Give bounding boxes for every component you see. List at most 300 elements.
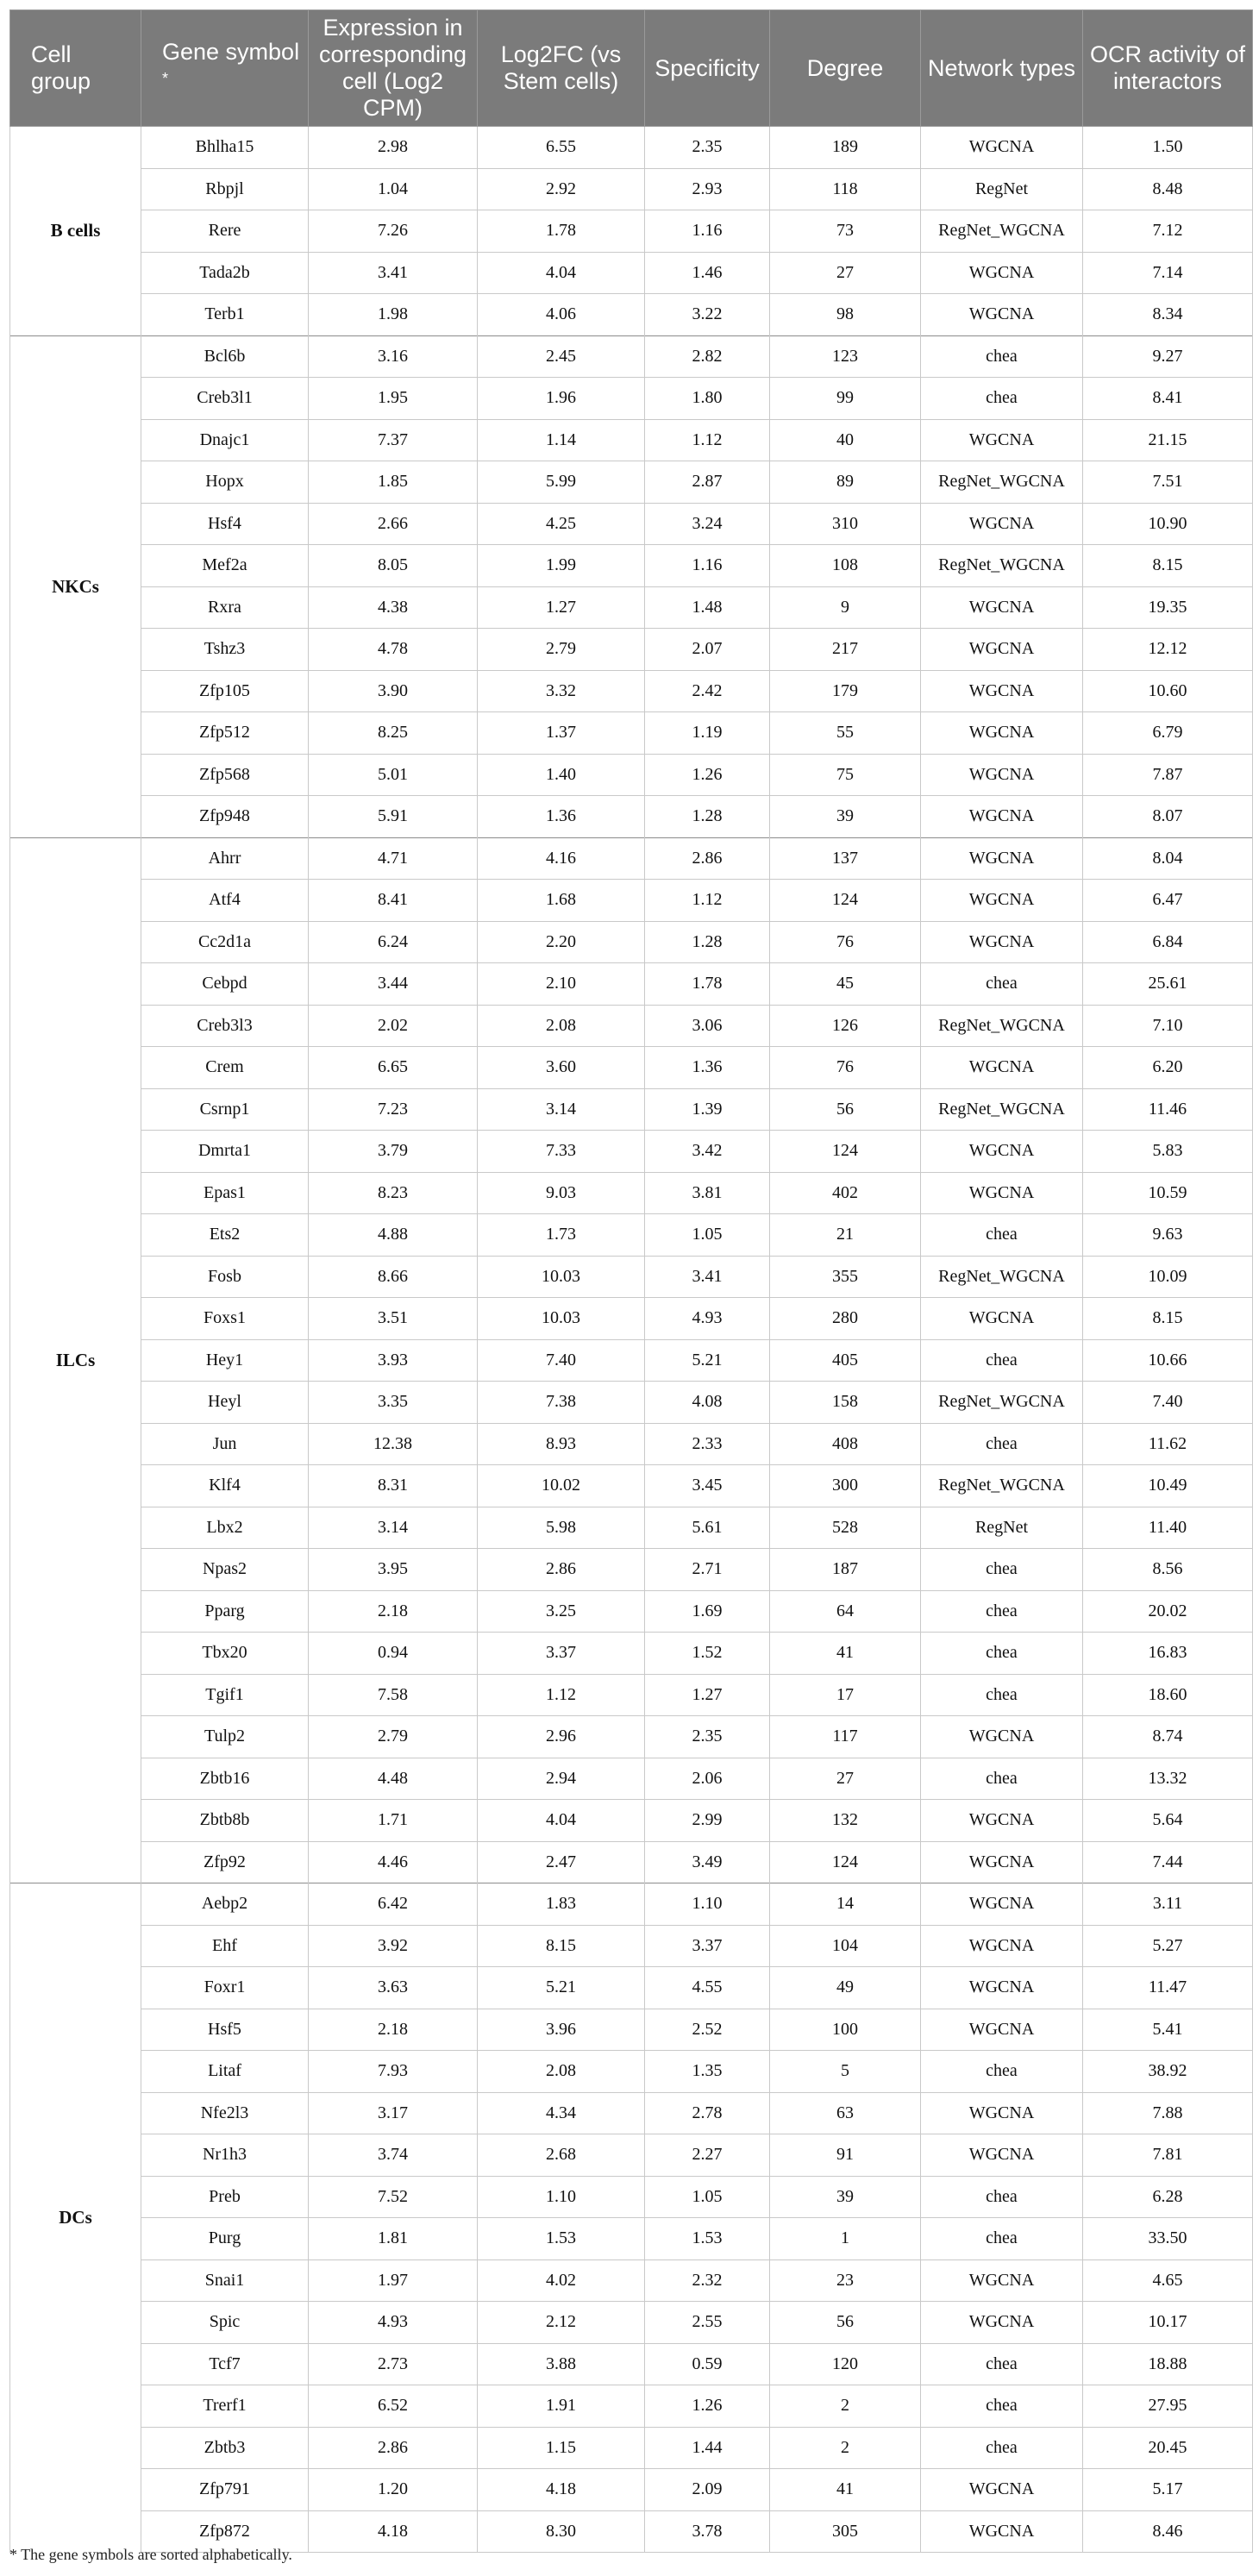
- table-cell: Spic: [141, 2302, 309, 2344]
- table-cell: RegNet_WGCNA: [921, 1256, 1083, 1298]
- table-cell: WGCNA: [921, 2092, 1083, 2134]
- table-cell: 3.37: [478, 1633, 645, 1675]
- table-row: [10, 1549, 1253, 1591]
- table-cell: RegNet_WGCNA: [921, 545, 1083, 587]
- table-row: [10, 2218, 1253, 2260]
- table-cell: 5.21: [645, 1339, 770, 1382]
- table-cell: 12.38: [309, 1423, 478, 1465]
- table-cell: Npas2: [141, 1549, 309, 1591]
- table-row: [10, 2302, 1253, 2344]
- table-cell: 5.64: [1083, 1800, 1253, 1842]
- table-cell: WGCNA: [921, 586, 1083, 629]
- table-cell: 4.65: [1083, 2259, 1253, 2302]
- table-cell: WGCNA: [921, 2302, 1083, 2344]
- table-cell: 2.82: [645, 335, 770, 378]
- table-cell: 3.93: [309, 1339, 478, 1382]
- table-cell: 8.74: [1083, 1716, 1253, 1758]
- table-cell: Terb1: [141, 294, 309, 336]
- table-row: [10, 2469, 1253, 2511]
- table-cell: WGCNA: [921, 1172, 1083, 1214]
- table-cell: 3.78: [645, 2510, 770, 2553]
- table-cell: 217: [770, 629, 921, 671]
- table-cell: 158: [770, 1382, 921, 1424]
- table-cell: 1.12: [645, 880, 770, 922]
- cell-group-label: ILCs: [10, 837, 141, 1883]
- table-cell: 3.35: [309, 1382, 478, 1424]
- table-cell: Purg: [141, 2218, 309, 2260]
- table-cell: 7.14: [1083, 252, 1253, 294]
- table-cell: 2.18: [309, 2009, 478, 2051]
- table-cell: chea: [921, 2343, 1083, 2385]
- table-cell: 3.41: [645, 1256, 770, 1298]
- table-cell: Nr1h3: [141, 2134, 309, 2177]
- table-cell: 5.01: [309, 754, 478, 796]
- table-row: [10, 1256, 1253, 1298]
- table-cell: 7.26: [309, 210, 478, 253]
- table-cell: 300: [770, 1465, 921, 1507]
- table-row: [10, 461, 1253, 504]
- table-cell: 19.35: [1083, 586, 1253, 629]
- table-row: [10, 837, 1253, 880]
- table-cell: 33.50: [1083, 2218, 1253, 2260]
- table-cell: Crem: [141, 1047, 309, 1089]
- table-cell: 2.06: [645, 1758, 770, 1800]
- table-cell: 8.46: [1083, 2510, 1253, 2553]
- table-cell: 56: [770, 2302, 921, 2344]
- table-cell: WGCNA: [921, 2134, 1083, 2177]
- table-cell: 4.48: [309, 1758, 478, 1800]
- table-cell: chea: [921, 1590, 1083, 1633]
- table-row: [10, 1131, 1253, 1173]
- table-cell: 2.10: [478, 963, 645, 1006]
- table-cell: Creb3l1: [141, 378, 309, 420]
- footnote: * The gene symbols are sorted alphabetically.: [9, 2546, 292, 2563]
- table-cell: 1.69: [645, 1590, 770, 1633]
- table-cell: 7.44: [1083, 1841, 1253, 1883]
- table-cell: 11.46: [1083, 1088, 1253, 1131]
- table-cell: 20.02: [1083, 1590, 1253, 1633]
- table-cell: 1.53: [478, 2218, 645, 2260]
- table-cell: 49: [770, 1967, 921, 2009]
- table-cell: 0.59: [645, 2343, 770, 2385]
- footnote-marker: *: [162, 69, 169, 87]
- table-cell: 3.37: [645, 1925, 770, 1967]
- table-cell: 2.12: [478, 2302, 645, 2344]
- table-cell: 6.79: [1083, 712, 1253, 755]
- table-row: [10, 1214, 1253, 1257]
- table-cell: 2.66: [309, 503, 478, 545]
- table-cell: Snai1: [141, 2259, 309, 2302]
- table-cell: 17: [770, 1674, 921, 1716]
- table-cell: 7.37: [309, 419, 478, 461]
- table-cell: 4.18: [478, 2469, 645, 2511]
- table-cell: 1.39: [645, 1088, 770, 1131]
- table-cell: 23: [770, 2259, 921, 2302]
- column-header: [645, 10, 770, 127]
- table-cell: 1.37: [478, 712, 645, 755]
- table-cell: 2.20: [478, 921, 645, 963]
- table-cell: 27.95: [1083, 2385, 1253, 2428]
- table-cell: 187: [770, 1549, 921, 1591]
- table-cell: WGCNA: [921, 754, 1083, 796]
- table-cell: 4.71: [309, 837, 478, 880]
- table-cell: 1.10: [478, 2176, 645, 2218]
- table-cell: Ahrr: [141, 837, 309, 880]
- table-cell: 41: [770, 2469, 921, 2511]
- table-cell: 2.98: [309, 127, 478, 169]
- table-row: [10, 1298, 1253, 1340]
- table-cell: 6.20: [1083, 1047, 1253, 1089]
- table-cell: 3.24: [645, 503, 770, 545]
- table-cell: 6.65: [309, 1047, 478, 1089]
- table-cell: 2.73: [309, 2343, 478, 2385]
- table-cell: WGCNA: [921, 629, 1083, 671]
- table-cell: 39: [770, 796, 921, 838]
- table-row: [10, 712, 1253, 755]
- table-body: [10, 127, 1253, 2553]
- table-cell: 4.38: [309, 586, 478, 629]
- table-cell: 1.28: [645, 796, 770, 838]
- table-cell: Klf4: [141, 1465, 309, 1507]
- table-row: [10, 2092, 1253, 2134]
- table-cell: 21.15: [1083, 419, 1253, 461]
- table-cell: 1.27: [478, 586, 645, 629]
- table-cell: 64: [770, 1590, 921, 1633]
- table-cell: WGCNA: [921, 1967, 1083, 2009]
- table-cell: 2.96: [478, 1716, 645, 1758]
- table-cell: WGCNA: [921, 837, 1083, 880]
- table-row: [10, 1925, 1253, 1967]
- table-cell: 5.83: [1083, 1131, 1253, 1173]
- table-row: [10, 1507, 1253, 1549]
- table-row: [10, 1590, 1253, 1633]
- table-cell: 4.25: [478, 503, 645, 545]
- table-row: [10, 545, 1253, 587]
- table-cell: WGCNA: [921, 1883, 1083, 1926]
- table-cell: 280: [770, 1298, 921, 1340]
- table-cell: chea: [921, 1674, 1083, 1716]
- table-cell: WGCNA: [921, 294, 1083, 336]
- table-cell: WGCNA: [921, 419, 1083, 461]
- table-cell: Cebpd: [141, 963, 309, 1006]
- table-cell: 1.28: [645, 921, 770, 963]
- table-cell: 6.28: [1083, 2176, 1253, 2218]
- table-cell: 6.42: [309, 1883, 478, 1926]
- gene-table: [9, 9, 1253, 2553]
- table-cell: 120: [770, 2343, 921, 2385]
- table-cell: 1.99: [478, 545, 645, 587]
- table-cell: 8.15: [1083, 1298, 1253, 1340]
- table-cell: chea: [921, 1214, 1083, 1257]
- column-header-label: Degree: [806, 54, 884, 81]
- table-cell: 2.99: [645, 1800, 770, 1842]
- column-header-label: Specificity: [655, 54, 760, 81]
- table-cell: Zfp92: [141, 1841, 309, 1883]
- table-cell: 402: [770, 1172, 921, 1214]
- table-cell: 7.58: [309, 1674, 478, 1716]
- table-cell: 73: [770, 210, 921, 253]
- column-header-label: OCR activity of interactors: [1089, 41, 1246, 94]
- table-cell: 55: [770, 712, 921, 755]
- table-cell: 132: [770, 1800, 921, 1842]
- table-cell: 3.95: [309, 1549, 478, 1591]
- table-cell: 4.04: [478, 1800, 645, 1842]
- table-row: [10, 1382, 1253, 1424]
- table-cell: 1.16: [645, 210, 770, 253]
- table-cell: 3.22: [645, 294, 770, 336]
- table-cell: 2.52: [645, 2009, 770, 2051]
- table-row: [10, 419, 1253, 461]
- table-cell: 124: [770, 1131, 921, 1173]
- table-cell: WGCNA: [921, 712, 1083, 755]
- table-cell: Csrnp1: [141, 1088, 309, 1131]
- table-cell: 8.41: [1083, 378, 1253, 420]
- table-cell: Lbx2: [141, 1507, 309, 1549]
- table-cell: 305: [770, 2510, 921, 2553]
- table-cell: 16.83: [1083, 1633, 1253, 1675]
- table-cell: 1.91: [478, 2385, 645, 2428]
- table-row: [10, 1883, 1253, 1926]
- table-cell: 2: [770, 2427, 921, 2469]
- table-cell: Atf4: [141, 880, 309, 922]
- table-cell: 3.44: [309, 963, 478, 1006]
- column-header-label: Cell group: [31, 41, 91, 94]
- table-row: [10, 1800, 1253, 1842]
- table-cell: 1.46: [645, 252, 770, 294]
- table-cell: 3.16: [309, 335, 478, 378]
- table-cell: 6.47: [1083, 880, 1253, 922]
- table-cell: 7.93: [309, 2051, 478, 2093]
- table-cell: 4.34: [478, 2092, 645, 2134]
- table-cell: 20.45: [1083, 2427, 1253, 2469]
- table-row: [10, 168, 1253, 210]
- column-header: [770, 10, 921, 127]
- table-cell: 2.86: [309, 2427, 478, 2469]
- table-cell: 117: [770, 1716, 921, 1758]
- table-cell: 5.17: [1083, 2469, 1253, 2511]
- table-cell: Cc2d1a: [141, 921, 309, 963]
- table-cell: 11.62: [1083, 1423, 1253, 1465]
- table-cell: WGCNA: [921, 670, 1083, 712]
- table-cell: 1.98: [309, 294, 478, 336]
- table-cell: 2.42: [645, 670, 770, 712]
- table-cell: 2.33: [645, 1423, 770, 1465]
- table-cell: 3.51: [309, 1298, 478, 1340]
- table-cell: Zbtb16: [141, 1758, 309, 1800]
- table-cell: 2.94: [478, 1758, 645, 1800]
- table-cell: 1.68: [478, 880, 645, 922]
- table-row: [10, 1423, 1253, 1465]
- table-cell: 4.78: [309, 629, 478, 671]
- table-cell: 3.14: [478, 1088, 645, 1131]
- column-header: [1083, 10, 1253, 127]
- table-cell: 1.50: [1083, 127, 1253, 169]
- table-cell: 3.17: [309, 2092, 478, 2134]
- table-row: [10, 1633, 1253, 1675]
- table-cell: WGCNA: [921, 1298, 1083, 1340]
- table-cell: WGCNA: [921, 1716, 1083, 1758]
- table-cell: Rbpjl: [141, 168, 309, 210]
- table-cell: 89: [770, 461, 921, 504]
- table-cell: 0.94: [309, 1633, 478, 1675]
- table-cell: Epas1: [141, 1172, 309, 1214]
- table-cell: 5.21: [478, 1967, 645, 2009]
- table-cell: 7.23: [309, 1088, 478, 1131]
- table-cell: 104: [770, 1925, 921, 1967]
- table-cell: WGCNA: [921, 1047, 1083, 1089]
- table-cell: 3.42: [645, 1131, 770, 1173]
- table-cell: 1.97: [309, 2259, 478, 2302]
- table-cell: 2.35: [645, 1716, 770, 1758]
- table-cell: 7.40: [478, 1339, 645, 1382]
- table-cell: 1.04: [309, 168, 478, 210]
- table-cell: 7.81: [1083, 2134, 1253, 2177]
- table-cell: 9.63: [1083, 1214, 1253, 1257]
- table-cell: 1.96: [478, 378, 645, 420]
- table-cell: 2.08: [478, 2051, 645, 2093]
- table-cell: 5: [770, 2051, 921, 2093]
- table-cell: RegNet_WGCNA: [921, 1005, 1083, 1047]
- table-cell: Bcl6b: [141, 335, 309, 378]
- table-cell: 2.35: [645, 127, 770, 169]
- table-cell: 98: [770, 294, 921, 336]
- table-cell: Dnajc1: [141, 419, 309, 461]
- table-cell: Creb3l3: [141, 1005, 309, 1047]
- table-cell: 38.92: [1083, 2051, 1253, 2093]
- table-cell: 2.32: [645, 2259, 770, 2302]
- table-cell: 1.16: [645, 545, 770, 587]
- table-cell: 3.11: [1083, 1883, 1253, 1926]
- column-header: [921, 10, 1083, 127]
- table-cell: Bhlha15: [141, 127, 309, 169]
- cell-group-label: B cells: [10, 127, 141, 336]
- table-cell: 3.06: [645, 1005, 770, 1047]
- table-cell: Ehf: [141, 1925, 309, 1967]
- table-cell: 1.35: [645, 2051, 770, 2093]
- table-cell: chea: [921, 335, 1083, 378]
- table-cell: WGCNA: [921, 1800, 1083, 1842]
- table-cell: chea: [921, 1758, 1083, 1800]
- table-cell: 6.84: [1083, 921, 1253, 963]
- table-cell: 76: [770, 1047, 921, 1089]
- table-cell: 63: [770, 2092, 921, 2134]
- column-header-label: Expression in corresponding cell (Log2 CPM): [318, 15, 467, 121]
- table-cell: WGCNA: [921, 1925, 1083, 1967]
- table-cell: chea: [921, 1339, 1083, 1382]
- table-cell: 3.81: [645, 1172, 770, 1214]
- table-cell: Tada2b: [141, 252, 309, 294]
- table-row: [10, 2134, 1253, 2177]
- table-cell: 1.71: [309, 1800, 478, 1842]
- table-cell: 5.98: [478, 1507, 645, 1549]
- table-container: [9, 9, 1252, 2553]
- table-cell: 11.47: [1083, 1967, 1253, 2009]
- table-cell: Hsf4: [141, 503, 309, 545]
- cell-group-label: DCs: [10, 1883, 141, 2553]
- table-cell: Preb: [141, 2176, 309, 2218]
- table-cell: Zfp948: [141, 796, 309, 838]
- table-cell: 1.26: [645, 754, 770, 796]
- table-cell: WGCNA: [921, 921, 1083, 963]
- table-cell: 310: [770, 503, 921, 545]
- table-cell: Zfp791: [141, 2469, 309, 2511]
- table-cell: 1.78: [645, 963, 770, 1006]
- table-cell: 405: [770, 1339, 921, 1382]
- table-cell: Foxs1: [141, 1298, 309, 1340]
- column-header: [141, 10, 309, 127]
- table-cell: 91: [770, 2134, 921, 2177]
- table-cell: 4.55: [645, 1967, 770, 2009]
- table-cell: 1.36: [478, 796, 645, 838]
- table-cell: Tbx20: [141, 1633, 309, 1675]
- table-cell: 3.41: [309, 252, 478, 294]
- table-cell: 1.95: [309, 378, 478, 420]
- table-cell: chea: [921, 2385, 1083, 2428]
- table-cell: 2.68: [478, 2134, 645, 2177]
- table-cell: 1.40: [478, 754, 645, 796]
- table-cell: chea: [921, 1549, 1083, 1591]
- table-cell: 1.80: [645, 378, 770, 420]
- table-cell: RegNet: [921, 168, 1083, 210]
- table-cell: 3.45: [645, 1465, 770, 1507]
- table-cell: Zbtb8b: [141, 1800, 309, 1842]
- table-cell: 2.71: [645, 1549, 770, 1591]
- table-cell: chea: [921, 2427, 1083, 2469]
- table-cell: 40: [770, 419, 921, 461]
- table-row: [10, 670, 1253, 712]
- table-row: [10, 210, 1253, 253]
- table-cell: 3.79: [309, 1131, 478, 1173]
- table-row: [10, 796, 1253, 838]
- table-row: [10, 1716, 1253, 1758]
- table-cell: Litaf: [141, 2051, 309, 2093]
- table-cell: 1.12: [478, 1674, 645, 1716]
- table-cell: 3.32: [478, 670, 645, 712]
- table-cell: 4.93: [645, 1298, 770, 1340]
- table-cell: 2.07: [645, 629, 770, 671]
- table-cell: 9.27: [1083, 335, 1253, 378]
- table-cell: 2.87: [645, 461, 770, 504]
- table-cell: 8.04: [1083, 837, 1253, 880]
- table-cell: WGCNA: [921, 503, 1083, 545]
- table-cell: RegNet_WGCNA: [921, 210, 1083, 253]
- table-cell: WGCNA: [921, 1131, 1083, 1173]
- table-cell: WGCNA: [921, 252, 1083, 294]
- column-header-label: Network types: [927, 54, 1076, 81]
- table-cell: 2.02: [309, 1005, 478, 1047]
- cell-group-label: NKCs: [10, 335, 141, 837]
- table-cell: 1.05: [645, 2176, 770, 2218]
- table-cell: chea: [921, 1633, 1083, 1675]
- table-cell: 2.55: [645, 2302, 770, 2344]
- table-cell: 124: [770, 880, 921, 922]
- table-row: [10, 2176, 1253, 2218]
- table-cell: 1.20: [309, 2469, 478, 2511]
- table-row: [10, 2009, 1253, 2051]
- table-cell: Tcf7: [141, 2343, 309, 2385]
- table-cell: Tgif1: [141, 1674, 309, 1716]
- table-cell: chea: [921, 1423, 1083, 1465]
- table-cell: 189: [770, 127, 921, 169]
- table-cell: 2.93: [645, 168, 770, 210]
- table-cell: 7.38: [478, 1382, 645, 1424]
- table-cell: Mef2a: [141, 545, 309, 587]
- table-cell: 45: [770, 963, 921, 1006]
- table-cell: 1.19: [645, 712, 770, 755]
- table-cell: 2: [770, 2385, 921, 2428]
- table-cell: 1.85: [309, 461, 478, 504]
- table-cell: 11.40: [1083, 1507, 1253, 1549]
